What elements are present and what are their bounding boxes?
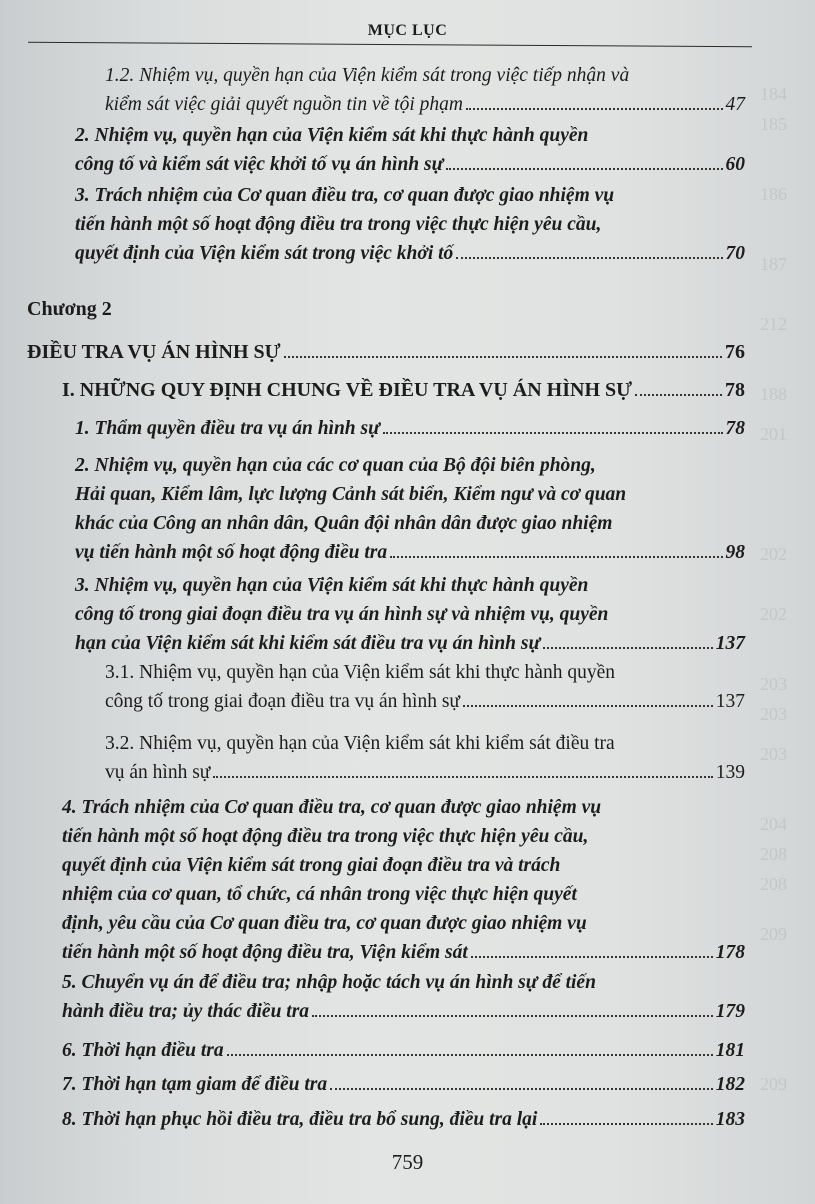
leader-dots [312,1015,713,1017]
toc-entry [75,571,745,658]
toc-entry-line: Hải quan, Kiểm lâm, lực lượng Cảnh sát biển, Kiểm ngư và cơ quan [75,484,627,505]
toc-entry [75,451,745,567]
toc-entry-line: 3. Trách nhiệm của Cơ quan điều tra, cơ quan được giao nhiệm vụ [75,185,615,206]
toc-entry-line: vụ tiến hành một số hoạt động điều tra [75,542,388,563]
toc-entry [62,1105,745,1134]
toc-entry-line: 6. Thời hạn điều tra [62,1040,224,1061]
toc-entry-line: 5. Chuyển vụ án để điều tra; nhập hoặc tách vụ án hình sự để tiến [62,972,596,993]
toc-page-number: 181 [715,1040,745,1061]
leader-dots [635,394,722,396]
toc-entry-line: công tố trong giai đoạn điều tra vụ án hình sự và nhiệm vụ, quyền [75,604,609,625]
toc-entry-line: 2. Nhiệm vụ, quyền hạn của các cơ quan của Bộ đội biên phòng, [75,455,596,476]
toc-page-number: 178 [715,942,745,963]
toc-page-number: 78 [725,418,745,439]
toc-page-number: 183 [715,1109,745,1130]
toc-entry-line: 4. Trách nhiệm của Cơ quan điều tra, cơ quan được giao nhiệm vụ [62,797,602,818]
leader-dots [284,356,722,358]
toc-entry [62,1070,745,1099]
toc-entry-line: tiến hành một số hoạt động điều tra trong việc thực hiện yêu cầu, [75,214,602,235]
footer-page-number: 759 [391,1150,424,1174]
toc-entry-line: 3.1. Nhiệm vụ, quyền hạn của Viện kiểm sát khi thực hành quyền [105,662,615,683]
toc-entry-line: ĐIỀU TRA VỤ ÁN HÌNH SỰ [27,341,281,363]
toc-entry-line: công tố trong giai đoạn điều tra vụ án hình sự [105,691,460,712]
leader-dots [383,432,723,434]
toc-entry-line: 1.2. Nhiệm vụ, quyền hạn của Viện kiểm sát trong việc tiếp nhận và [105,65,630,86]
toc-entry-line: 2. Nhiệm vụ, quyền hạn của Viện kiểm sát khi thực hành quyền [75,125,589,146]
leader-dots [466,108,723,110]
leader-dots [471,956,713,958]
toc-entry [27,338,745,367]
leader-dots [456,257,722,259]
toc-entry-line: tiến hành một số hoạt động điều tra, Viện kiểm sát [62,942,468,963]
toc-entry [105,729,745,787]
toc-page-number: 137 [715,691,745,712]
toc-entry [62,376,745,405]
toc-page-number: 78 [725,379,745,401]
toc-entry [75,414,745,443]
toc-entry-line: vụ án hình sự [105,762,211,783]
leader-dots [463,705,713,707]
toc-entry-line: hành điều tra; ủy thác điều tra [62,1001,310,1022]
toc-entry [75,121,745,179]
toc-page-number: 139 [715,762,745,783]
toc-entry-line: khác của Công an nhân dân, Quân đội nhân dân được giao nhiệm [75,513,613,534]
page-header: MỤC LỤC [367,22,448,39]
toc-entry-line: quyết định của Viện kiểm sát trong giai đoạn điều tra và trách [62,855,561,876]
leader-dots [446,168,722,170]
toc-page-number: 137 [715,633,745,654]
leader-dots [543,647,713,649]
toc-entry-line: 7. Thời hạn tạm giam để điều tra [62,1074,328,1095]
toc-entry-line: I. NHỮNG QUY ĐỊNH CHUNG VỀ ĐIỀU TRA VỤ ÁN HÌNH SỰ [62,379,633,401]
toc-entry-line: hạn của Viện kiểm sát khi kiểm sát điều tra vụ án hình sự [75,633,541,654]
toc-entry [62,1036,745,1065]
toc-page-number: 182 [715,1074,745,1095]
leader-dots [390,556,722,558]
toc-page-number: 76 [725,341,745,363]
toc-page-number: 98 [725,542,745,563]
leader-dots [540,1123,712,1125]
toc-entry-line: 1. Thẩm quyền điều tra vụ án hình sự [75,418,380,439]
toc-entry-line: công tố và kiểm sát việc khởi tố vụ án hình sự [75,154,444,175]
leader-dots [330,1088,713,1090]
toc-entry [75,181,745,268]
toc-entry-line: 8. Thời hạn phục hồi điều tra, điều tra bổ sung, điều tra lại [62,1109,538,1130]
toc-entry [62,968,745,1026]
leader-dots [213,776,712,778]
toc-page-number: 70 [725,243,745,264]
toc-entry [105,658,745,716]
toc-page-number: 179 [715,1001,745,1022]
leader-dots [227,1054,713,1056]
toc-page-number: 60 [725,154,745,175]
toc-entry [105,61,745,119]
toc-entry-line: 3. Nhiệm vụ, quyền hạn của Viện kiểm sát khi thực hành quyền [75,575,589,596]
toc-entry-line: kiểm sát việc giải quyết nguồn tin về tội phạm [105,94,463,115]
toc-entry-line: tiến hành một số hoạt động điều tra trong việc thực hiện yêu cầu, [62,826,589,847]
toc-entry-line: định, yêu cầu của Cơ quan điều tra, cơ quan được giao nhiệm vụ [62,913,587,934]
toc-entry-line: nhiệm của cơ quan, tổ chức, cá nhân trong việc thực hiện quyết [62,884,577,905]
toc-entry [62,793,745,967]
chapter-label: Chương 2 [27,298,112,320]
toc-entry-line: quyết định của Viện kiểm sát trong việc khởi tố [75,243,454,264]
toc-page-number: 47 [725,94,745,115]
toc-entry-line: 3.2. Nhiệm vụ, quyền hạn của Viện kiểm sát khi kiểm sát điều tra [105,733,615,754]
